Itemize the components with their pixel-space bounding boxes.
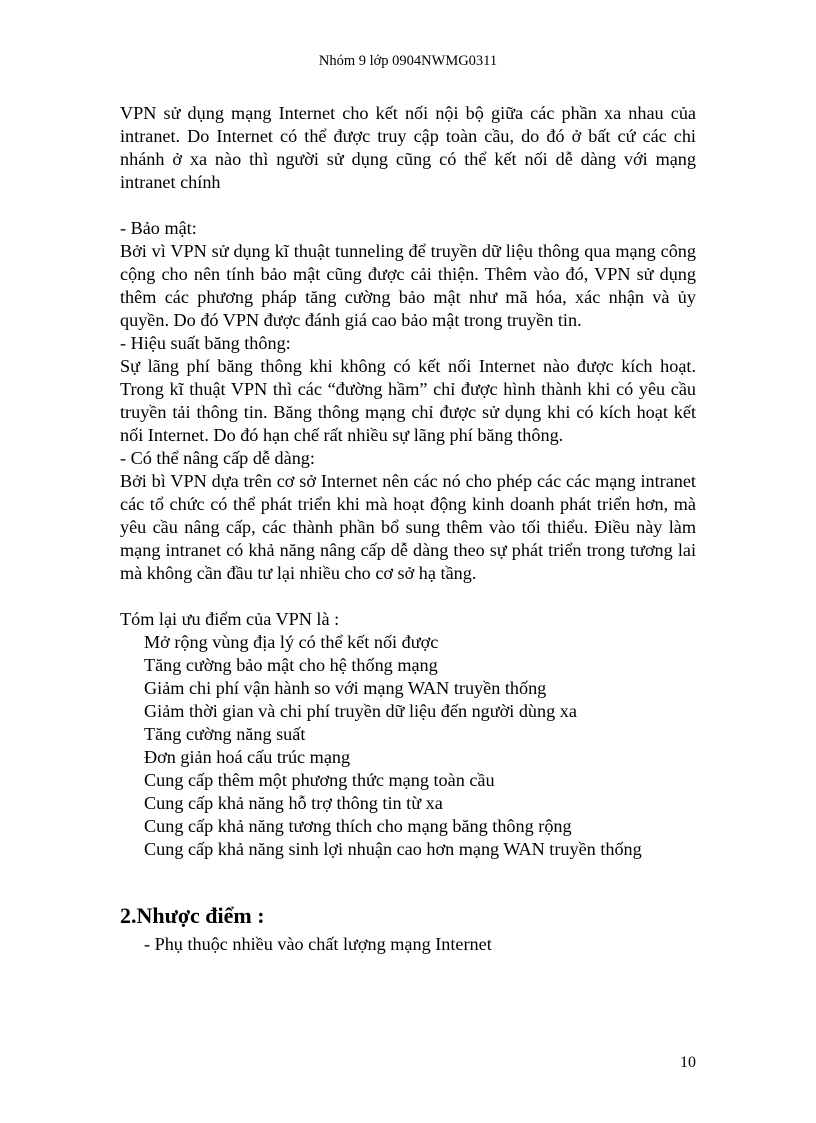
page-header: Nhóm 9 lớp 0904NWMG0311 <box>318 53 498 69</box>
list-item: Đơn giản hoá cấu trúc mạng <box>144 747 351 767</box>
disadvantages-heading: 2.Nhược điểm : <box>120 903 265 928</box>
spacer <box>120 585 696 608</box>
summary-title: Tóm lại ưu điểm của VPN là : <box>120 609 340 629</box>
disadvantage-item: - Phụ thuộc nhiều vào chất lượng mạng Internet <box>144 934 492 954</box>
scalability-paragraph: Bởi bì VPN dựa trên cơ sở Internet nên các nó cho phép các các mạng intranet các tổ chức có thể phát triển khi mà hoạt động kinh doanh phát triển hơn, mà yêu cầu nâng cấp, các thành phần bổ sung thêm vào tối thiểu. Điều này làm mạng intranet có khả năng nâng cấp dễ dàng theo sự phát triển trong tương lai mà không cần đầu tư lại nhiều cho cơ sở hạ tầng. <box>120 471 696 583</box>
list-item: Cung cấp khả năng sinh lợi nhuận cao hơn mạng WAN truyền thống <box>144 839 642 859</box>
list-item: Cung cấp thêm một phương thức mạng toàn cầu <box>144 770 495 790</box>
advantages-list <box>120 631 696 861</box>
page-number: 10 <box>680 1054 696 1071</box>
page-content <box>120 102 696 956</box>
scalability-title: - Có thể nâng cấp dễ dàng: <box>120 448 315 468</box>
list-item: Mở rộng vùng địa lý có thể kết nối được <box>144 632 439 652</box>
bandwidth-title: - Hiệu suất băng thông: <box>120 333 291 353</box>
intro-paragraph: VPN sử dụng mạng Internet cho kết nối nội bộ giữa các phần xa nhau của intranet. Do Internet có thể được truy cập toàn cầu, do đó ở bất cứ các chi nhánh ở xa nào thì người sử dụng cũng có thể kết nối dễ dàng với mạng intranet chính <box>120 103 696 192</box>
security-title: - Bảo mật: <box>120 218 197 238</box>
list-item: Giảm thời gian và chi phí truyền dữ liệu đến người dùng xa <box>144 701 577 721</box>
list-item: Tăng cường bảo mật cho hệ thống mạng <box>144 655 438 675</box>
list-item: Cung cấp khả năng hỗ trợ thông tin từ xa <box>144 793 443 813</box>
bandwidth-paragraph: Sự lãng phí băng thông khi không có kết nối Internet nào được kích hoạt. Trong kĩ thuật VPN thì các “đường hầm” chỉ được hình thành khi có yêu cầu truyền tải thông tin. Băng thông mạng chỉ được sử dụng khi có kích hoạt kết nối Internet. Do đó hạn chế rất nhiều sự lãng phí băng thông. <box>120 356 696 445</box>
list-item: Cung cấp khả năng tương thích cho mạng băng thông rộng <box>144 816 572 836</box>
spacer <box>120 194 696 217</box>
list-item: Tăng cường năng suất <box>144 724 306 744</box>
list-item: Giảm chi phí vận hành so với mạng WAN truyền thống <box>144 678 547 698</box>
security-paragraph: Bởi vì VPN sử dụng kĩ thuật tunneling để truyền dữ liệu thông qua mạng công cộng cho nên tính bảo mật cũng được cải thiện. Thêm vào đó, VPN sử dụng thêm các phương pháp tăng cường bảo mật như mã hóa, xác nhận và ủy quyền. Do đó VPN được đánh giá cao bảo mật trong truyền tin. <box>120 241 696 330</box>
